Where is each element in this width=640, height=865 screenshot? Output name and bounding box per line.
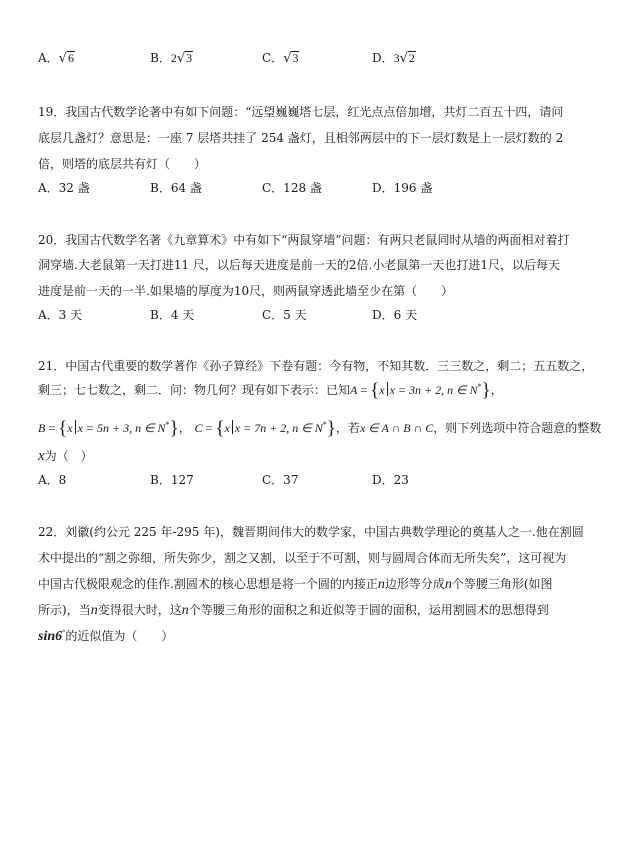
set-a-var: x bbox=[379, 383, 385, 397]
coefficient: 2 bbox=[170, 51, 177, 65]
q20-option-a: A．3 天 bbox=[38, 308, 83, 322]
q22-line-4-c: 个等腰三角形的面积之和近似等于圆的面积，运用割圆术的思想得到 bbox=[188, 603, 549, 617]
sqrt-icon: √ bbox=[58, 51, 67, 66]
var-n: n bbox=[90, 603, 98, 618]
q19-line-1: 19．我国古代数学论著中有如下问题：“远望巍巍塔七层，红光点点倍加增，共灯二百五十四，请问 bbox=[38, 105, 564, 119]
set-divider bbox=[232, 420, 233, 434]
q21-condition: x ∈ A ∩ B ∩ C bbox=[359, 421, 434, 435]
q19-line-3: 倍，则塔的底层共有灯（ ） bbox=[38, 157, 207, 171]
q20-line-2: 洞穿墙.大老鼠第一天打进11 尺，以后每天进度是前一天的2倍.小老鼠第一天也打进1尺，以后每天 bbox=[38, 258, 560, 272]
option-label: B． bbox=[150, 51, 171, 65]
q19-option-a: A．32 盏 bbox=[38, 181, 90, 195]
q21-line-3-mid: ，若 bbox=[335, 421, 360, 435]
set-c-expr: x = 7n + 2, n ∈ N bbox=[234, 421, 323, 435]
set-a-symbol: A bbox=[350, 383, 358, 397]
option-label: D． bbox=[372, 51, 394, 65]
q20-line-3: 进度是前一天的一半.如果墙的厚度为10尺，则两鼠穿透此墙至少在第（ ） bbox=[38, 284, 454, 298]
q22-line-3-b: 边形等分成 bbox=[384, 577, 445, 591]
q19-option-c: C．128 盏 bbox=[262, 181, 322, 195]
left-brace-icon: { bbox=[370, 380, 380, 401]
star-superscript: * bbox=[477, 382, 482, 391]
radicand: 6 bbox=[67, 51, 74, 65]
q19-option-d: D．196 盏 bbox=[372, 181, 433, 195]
star-superscript: * bbox=[165, 420, 170, 429]
q22-line-4-a: 所示)，当 bbox=[38, 603, 91, 617]
q21-option-a: A．8 bbox=[38, 473, 67, 487]
q18-option-a bbox=[38, 50, 75, 67]
q18-option-b bbox=[150, 50, 193, 67]
q22-line-4-b: 变得很大时，这 bbox=[97, 603, 182, 617]
sqrt-icon: √ bbox=[399, 51, 408, 66]
q22-line-2: 术中提出的“割之弥细，所失弥少，割之又割，以至于不可割，则与圆周合体而无所失矣”，这可视为 bbox=[38, 551, 567, 565]
q21-line-4 bbox=[38, 448, 93, 464]
set-c-symbol: C bbox=[194, 421, 203, 435]
radicand: 3 bbox=[186, 51, 193, 65]
q18-option-c bbox=[262, 50, 299, 67]
q21-line-2-text: 剩三；七七数之，剩二．问：物几何？现有如下表示：已知 bbox=[38, 383, 351, 397]
q22-line-5 bbox=[38, 628, 173, 645]
option-label: A． bbox=[38, 51, 59, 65]
q18-option-d bbox=[372, 50, 416, 67]
var-n: n bbox=[377, 577, 385, 592]
radicand: 3 bbox=[292, 51, 299, 65]
degree-symbol: ° bbox=[62, 628, 66, 637]
right-brace-icon: } bbox=[326, 418, 336, 439]
var-n: n bbox=[181, 603, 189, 618]
right-brace-icon: } bbox=[481, 380, 491, 401]
var-n: n bbox=[444, 577, 452, 592]
sin-expression: sin6 bbox=[38, 629, 63, 644]
q21-var-x: x bbox=[38, 448, 45, 464]
q22-line-3-c: 个等腰三角形(如图 bbox=[451, 577, 553, 591]
option-label: C． bbox=[262, 51, 284, 65]
q21-line-2: 剩三；七七数之，剩二．问：物几何？现有如下表示：已知A = {x x = 3n + 2, n ∈ N*}， bbox=[38, 380, 503, 401]
set-c-var: x bbox=[224, 421, 230, 435]
left-brace-icon: { bbox=[58, 418, 68, 439]
q22-line-3 bbox=[38, 576, 553, 593]
q21-option-d: D．23 bbox=[372, 473, 409, 487]
radicand: 2 bbox=[408, 51, 415, 65]
q20-line-1: 20．我国古代数学名著《九章算术》中有如下“两鼠穿墙”问题：有两只老鼠同时从墙的两面相对着打 bbox=[38, 233, 570, 247]
q20-option-b: B．4 天 bbox=[150, 308, 195, 322]
left-brace-icon: { bbox=[215, 418, 225, 439]
q20-option-c: C．5 天 bbox=[262, 308, 307, 322]
q22-line-1: 22．刘徽(约公元 225 年-295 年)，魏晋期间伟大的数学家，中国古典数学理论的奠基人之一.他在割圆 bbox=[38, 525, 584, 539]
set-b-symbol: B bbox=[38, 421, 46, 435]
q21-line-3-end: ，则下列选项中符合题意的整数 bbox=[433, 421, 602, 435]
sqrt-icon: √ bbox=[283, 51, 292, 66]
q21-option-c: C．37 bbox=[262, 473, 299, 487]
star-superscript: * bbox=[322, 420, 327, 429]
q22-line-3-a: 中国古代极限观念的佳作.割圆术的核心思想是将一个圆的内接正 bbox=[38, 577, 378, 591]
q19-line-2: 底层几盏灯？意思是：一座 7 层塔共挂了 254 盏灯，且相邻两层中的下一层灯数是上一层灯数的 2 bbox=[38, 131, 564, 145]
q21-line-3: B = {x x = 5n + 3, n ∈ N*}， C = {x x = 7n + 2, n ∈ N*}，若x ∈ A ∩ B ∩ C，则下列选项中符合题意的整数 bbox=[38, 418, 602, 439]
q22-line-5-text: 的近似值为（ ） bbox=[65, 629, 174, 643]
set-a-expr: x = 3n + 2, n ∈ N bbox=[389, 383, 478, 397]
q21-line-4-text: 为（ ） bbox=[44, 449, 93, 463]
q22-line-4 bbox=[38, 602, 549, 619]
q21-line-1: 21．中国古代重要的数学著作《孙子算经》下卷有题：今有物，不知其数．三三数之，剩二；五五数之， bbox=[38, 359, 594, 373]
set-divider bbox=[387, 382, 388, 396]
set-b-var: x bbox=[67, 421, 73, 435]
set-b-expr: x = 5n + 3, n ∈ N bbox=[77, 421, 166, 435]
q20-option-d: D．6 天 bbox=[372, 308, 418, 322]
right-brace-icon: } bbox=[169, 418, 179, 439]
q19-option-b: B．64 盏 bbox=[150, 181, 202, 195]
coefficient: 3 bbox=[393, 51, 400, 65]
sqrt-icon: √ bbox=[176, 51, 186, 66]
q21-option-b: B．127 bbox=[150, 473, 194, 487]
set-divider bbox=[75, 420, 76, 434]
